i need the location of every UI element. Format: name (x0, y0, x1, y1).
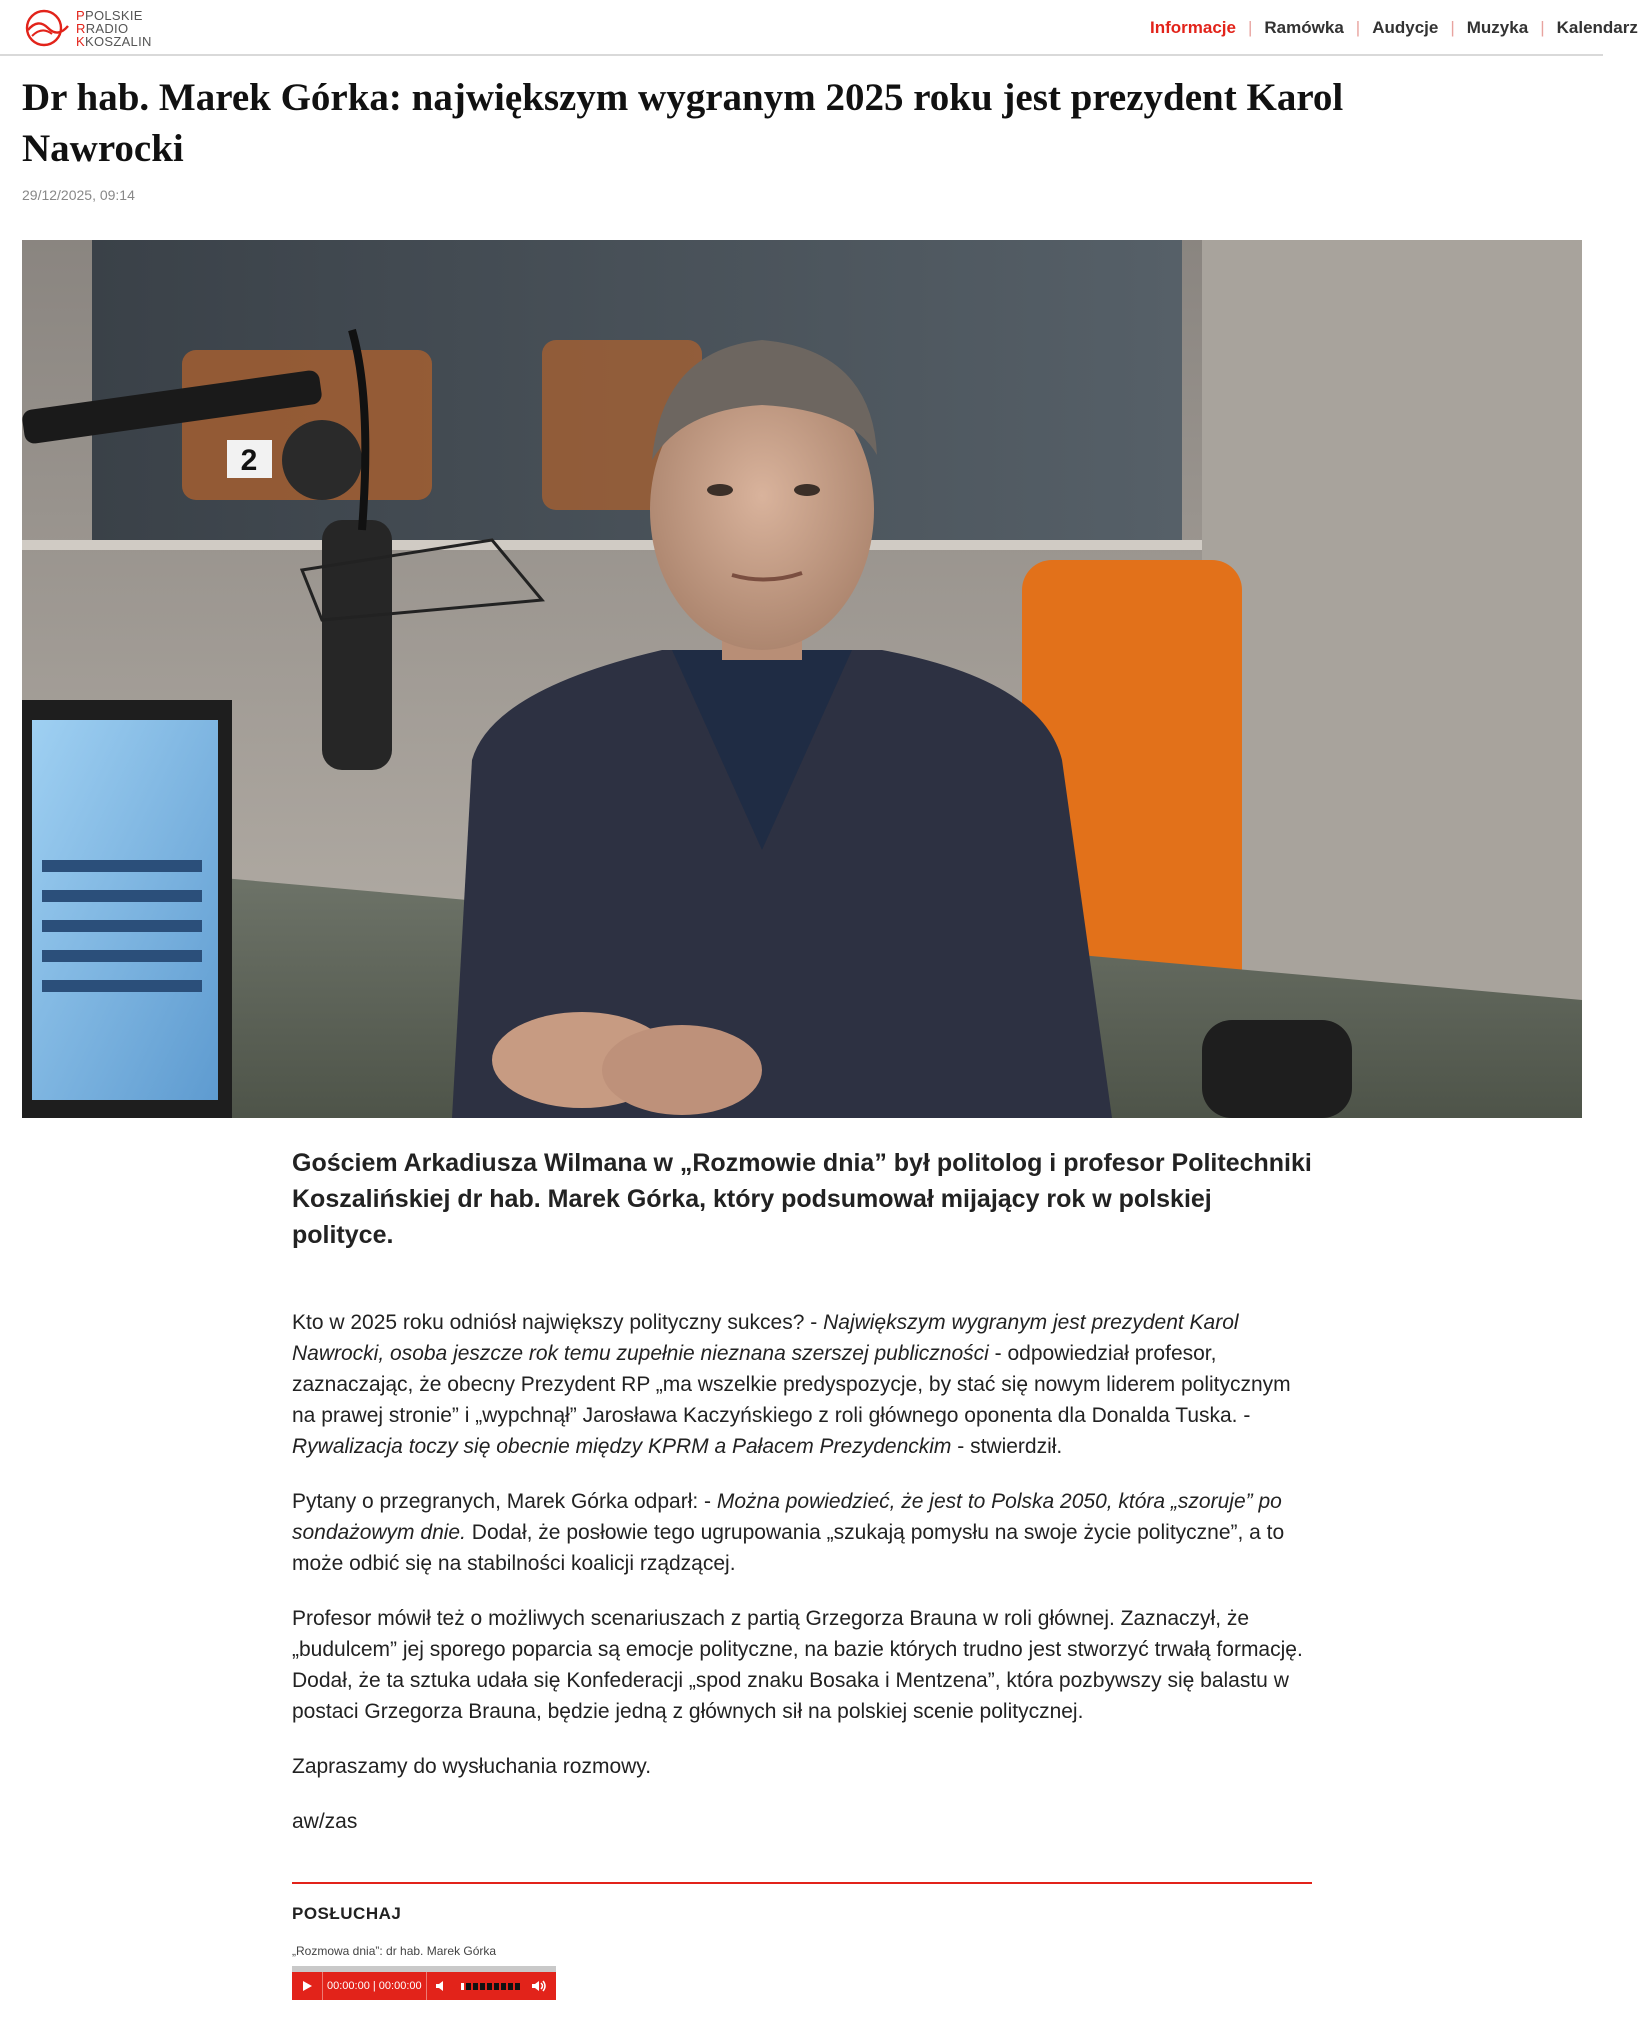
play-icon (301, 1980, 313, 1992)
audio-track-title: „Rozmowa dnia”: dr hab. Marek Górka (292, 1944, 497, 1958)
volume-max-button[interactable] (524, 1972, 554, 2000)
mute-button[interactable] (427, 1972, 457, 2000)
nav-separator: | (1247, 18, 1253, 37)
p1-quote-1: Największym wygranym jest prezydent Karol Nawrocki, osoba jeszcze rok temu zupełnie nieznana szerszej publiczności (292, 1311, 1239, 1365)
logo-line-3: KKOSZALIN (76, 33, 152, 49)
p1-quote-2: Rywalizacja toczy się obecnie między KPRM a Pałacem Prezydenckim (292, 1435, 952, 1458)
article-date: 29/12/2025, 09:14 (22, 187, 135, 203)
nav-item-muzyka[interactable]: Muzyka (1466, 18, 1529, 37)
logo-line-2-text: RADIO (85, 20, 129, 36)
article-body (292, 1307, 1312, 1861)
p2-quote: Można powiedzieć, że jest to Polska 2050, która „szoruje” po sondażowym dnie. (292, 1490, 1282, 1544)
p2-text-c: Dodał, że posłowie tego ugrupowania „szukają pomysłu na swoje życie polityczne”, a to może odbić się na stabilności koalicji rządzącej. (292, 1521, 1285, 1575)
logo-line-2: RRADIO (76, 20, 129, 36)
p1-text-a: Kto w 2025 roku odniósł największy polityczny sukces? - (292, 1311, 824, 1334)
article-title: Dr hab. Marek Górka: największym wygranym 2025 roku jest prezydent Karol Nawrocki (22, 76, 1344, 170)
p1-text-e: - stwierdził. (951, 1435, 1063, 1458)
top-bar (0, 0, 1638, 56)
mute-icon (435, 1980, 449, 1992)
article-lead: Gościem Arkadiusza Wilmana w „Rozmowie dnia” był politolog i profesor Politechniki Koszalińskiej dr hab. Marek Górka, który podsumował mijający rok w polskiej polityce. (292, 1149, 1312, 1249)
logo-line-1: PPOLSKIE (76, 7, 143, 23)
nav-item-audycje[interactable]: Audycje (1372, 18, 1439, 37)
radio-wave-logo-icon (22, 8, 70, 48)
paragraph-3: Profesor mówił też o możliwych scenariuszach z partią Grzegorza Brauna w roli głównej. Zaznaczył, że „budulcem” jej sporego poparcia są emocje polityczne, na bazie których trudno jest stworzyć trwałą formację. Dodał, że ta sztuka udała się Konfederacji „spod znaku Bosaka i Mentzena”, która pozbywszy się balastu w postaci Grzegorza Brauna, będzie jedną z głównych sił na polskiej scenie politycznej. (292, 1607, 1303, 1723)
nav-separator: | (1540, 18, 1545, 37)
audio-player (292, 1966, 556, 2000)
listen-heading: POSŁUCHAJ (292, 1904, 402, 1923)
volume-slider[interactable] (461, 1983, 520, 1990)
volume-max-icon (531, 1980, 547, 1992)
mic-arm-number: 2 (240, 444, 258, 477)
nav-separator: | (1450, 18, 1455, 37)
play-button[interactable] (292, 1972, 322, 2000)
nav-item-ramowka[interactable]: Ramówka (1264, 18, 1344, 37)
site-logo[interactable] (22, 6, 152, 50)
paragraph-4: Zapraszamy do wysłuchania rozmowy. (292, 1755, 652, 1778)
logo-line-1-text: POLSKIE (84, 7, 143, 23)
logo-line-3-text: KOSZALIN (84, 33, 152, 49)
paragraph-1 (292, 1307, 1312, 1462)
nav-separator: | (1355, 18, 1361, 37)
main-nav (1150, 18, 1638, 38)
paragraph-2 (292, 1486, 1312, 1579)
p2-text-a: Pytany o przegranych, Marek Górka odparł: - (292, 1490, 717, 1513)
studio-interview-photo (22, 240, 1582, 1118)
article-photo (22, 240, 1582, 1118)
nav-item-kalendarz[interactable]: Kalendarz (1556, 18, 1638, 37)
audio-time: 00:00:00 | 00:00:00 (322, 1972, 427, 2000)
signature: aw/zas (292, 1810, 358, 1833)
nav-item-informacje[interactable]: Informacje (1150, 18, 1236, 37)
listen-section (292, 1882, 1312, 2000)
p1-text-c: - odpowiedział profesor, zaznaczając, że obecny Prezydent RP „ma wszelkie predyspozycje, by stać się nowym liderem politycznym na prawej stronie” i „wypchnął” Jarosława Kaczyńskiego z roli głównego oponenta dla Donalda Tuska. - (292, 1342, 1291, 1427)
logo-text (76, 9, 152, 48)
